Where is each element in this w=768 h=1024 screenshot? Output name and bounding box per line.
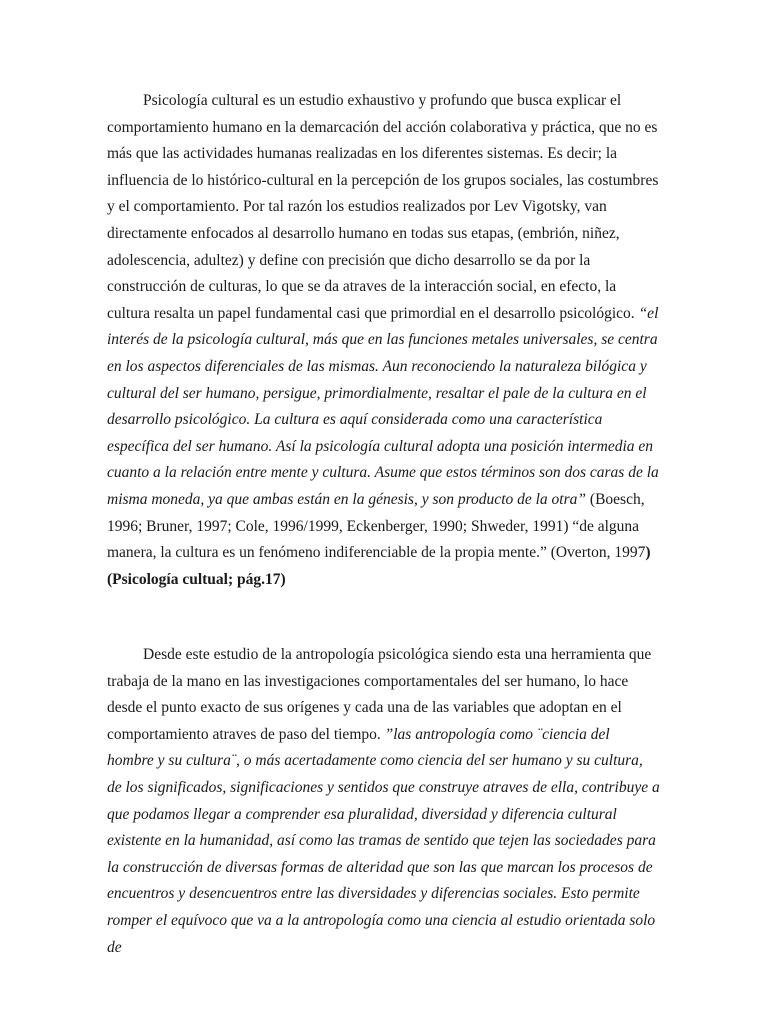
paragraph-2-text: Desde este estudio de la antropología psicológica siendo esta una herramienta que trabaja de la mano en las investigaciones comportamentales del ser humano, lo hace desde el punto exacto de sus orígenes y cada una de las variables que adoptan en el comportamiento atraves de paso del tiempo. [107, 646, 652, 743]
paragraph-1 [107, 88, 660, 593]
paragraph-1-text: Psicología cultural es un estudio exhaustivo y profundo que busca explicar el comportamiento humano en la demarcación del acción colaborativa y práctica, que no es más que las actividades humanas realizadas en los diferentes sistemas. Es decir; la influencia de lo histórico-cultural en la percepción de los grupos sociales, las costumbres y el comportamiento. Por tal razón los estudios realizados por Lev Vigotsky, van directamente enfocados al desarrollo humano en todas sus etapas, (embrión, niñez, adolescencia, adultez) y define con precisión que dicho desarrollo se da por la construcción de culturas, lo que se da atraves de la interacción social, en efecto, la cultura resalta un papel fundamental casi que primordial en el desarrollo psicológico. [107, 92, 659, 322]
paragraph-1-reference: ) (Psicología cultual; pág.17) [107, 544, 651, 588]
paragraph-1-citations: (Boesch, 1996; Bruner, 1997; Cole, 1996/1999, Eckenberger, 1990; Shweder, 1991) “de alguna manera, la cultura es un fenómeno indiferenciable de la propia mente.” (Overton, 1997 [107, 490, 646, 562]
paragraph-1-quote: “el interés de la psicología cultural, más que en las funciones metales universales, se centra en los aspectos diferenciales de las mismas. Aun reconociendo la naturaleza bilógica y cultural del ser humano, persigue, primordialmente, resaltar el pale de la cultura en el desarrollo psicológico. La cultura es aquí considerada como una característica específica del ser humano. Así la psicología cultural adopta una posición intermedia en cuanto a la relación entre mente y cultura. Asume que estos términos son dos caras de la misma moneda, ya que ambas están en la génesis, y son producto de la otra” [107, 304, 659, 508]
paragraph-2-quote: ”las antropología como ¨ciencia del hombre y su cultura¨, o más acertadamente como ciencia del ser humano y su cultura, de los significados, significaciones y sentidos que construye atraves de ella, contribuye a que podamos llegar a comprender esa pluralidad, diversidad y diferencia cultural existente en la humanidad, así como las tramas de sentido que tejen las sociedades para la construcción de diversas formas de alteridad que son las que marcan los procesos de encuentros y desencuentros entre las diversidades y diferencias sociales. Esto permite romper el equívoco que va a la antropología como una ciencia al estudio orientada solo de [107, 725, 660, 956]
paragraph-2 [107, 642, 660, 961]
